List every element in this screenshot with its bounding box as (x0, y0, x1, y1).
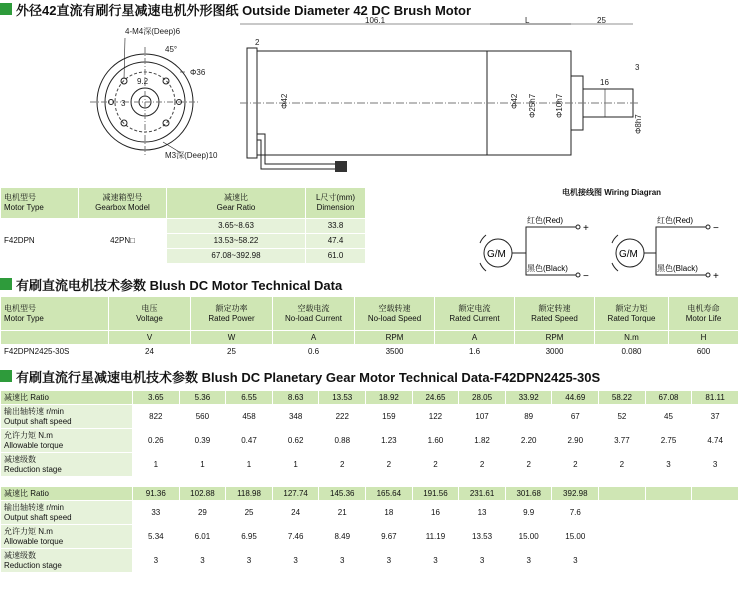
gear-cell: 1 (133, 453, 180, 477)
d8-label: Φ8h7 (634, 114, 643, 134)
gear-cell: 3 (272, 549, 319, 573)
gear-cell: 0.88 (319, 429, 366, 453)
gear-cell: 0.62 (272, 429, 319, 453)
gear-cell: 44.69 (552, 391, 599, 405)
gear-row-2-2 (1, 525, 738, 549)
green-square-icon (0, 278, 12, 290)
d3-label: 3 (121, 99, 126, 108)
gear-cell: 67 (552, 405, 599, 429)
gear-label: 允许力矩 N.m Allowable torque (1, 525, 133, 549)
gear-cell: 6.01 (179, 525, 226, 549)
gear-cell: 13 (459, 501, 506, 525)
gear-cell: 2 (366, 453, 413, 477)
gear-cell: 2 (459, 453, 506, 477)
d10-label: Φ10h7 (555, 93, 564, 118)
gear-cell: 28.05 (459, 391, 506, 405)
motor-value-8: 600 (669, 345, 738, 359)
gear-cell: 191.56 (412, 487, 459, 501)
m3-label: M3深(Deep)10 (165, 151, 218, 160)
title-gear-text: 有刷直流行星减速电机技术参数 Blush DC Planetary Gear Motor Technical Data-F42DPN2425-30S (16, 369, 601, 385)
wiring-diagram (470, 205, 738, 281)
d36-label: Φ36 (190, 68, 206, 77)
gear-label: 允许力矩 N.m Allowable torque (1, 429, 133, 453)
green-square-icon (0, 370, 12, 382)
title-motor-text: 有刷直流电机技术参数 Blush DC Motor Technical Data (16, 277, 343, 293)
len25-label: 25 (597, 16, 606, 25)
gear-cell (645, 501, 692, 525)
gear-row-2-0 (1, 487, 738, 501)
gear-cell: 0.39 (179, 429, 226, 453)
gear-tech-table (0, 390, 738, 573)
gear-cell: 2.75 (645, 429, 692, 453)
motor-header-0: 电机型号 Motor Type (1, 297, 109, 331)
wiring-title: 电机接线图 Wiring Diagran (562, 188, 662, 197)
gear-cell: 33 (133, 501, 180, 525)
motor-unit-6: RPM (515, 331, 595, 345)
dim-header-motor: 电机型号 Motor Type (1, 188, 79, 219)
gear-cell: 1 (226, 453, 273, 477)
motor-header-7: 额定力矩 Rated Torque (595, 297, 669, 331)
gear-label: 减速级数 Reduction stage (1, 549, 133, 573)
motor-header-4: 空载转速 No-load Speed (355, 297, 435, 331)
gear-cell: 2 (505, 453, 552, 477)
minus-2: − (713, 223, 719, 234)
motor-value-6: 3000 (515, 345, 595, 359)
gear-row-1-2 (1, 429, 738, 453)
gear-cell: 2 (599, 453, 646, 477)
gear-cell: 4.74 (692, 429, 738, 453)
d92-label: 9.2 (137, 77, 149, 86)
gear-cell: 3 (319, 549, 366, 573)
gear-cell: 15.00 (505, 525, 552, 549)
gear-cell (645, 525, 692, 549)
dim-header-ratio: 减速比 Gear Ratio (167, 188, 306, 219)
gear-row-1-3 (1, 453, 738, 477)
red-label-2: 红色(Red) (657, 216, 694, 225)
gear-cell: 822 (133, 405, 180, 429)
dimension-table (0, 187, 366, 264)
d42-label: Φ42 (280, 93, 289, 109)
plus-2: + (713, 271, 719, 281)
gear-cell (645, 549, 692, 573)
gear-cell: 2.20 (505, 429, 552, 453)
gear-cell: 0.47 (226, 429, 273, 453)
motor-unit-7: N.m (595, 331, 669, 345)
gear-cell: 8.49 (319, 525, 366, 549)
dim-len-1: 33.8 (306, 219, 366, 234)
gear-cell: 11.19 (412, 525, 459, 549)
gear-cell: 231.61 (459, 487, 506, 501)
gear-cell: 2.90 (552, 429, 599, 453)
gear-cell: 81.11 (692, 391, 738, 405)
gear-cell: 67.08 (645, 391, 692, 405)
gear-label: 减速级数 Reduction stage (1, 453, 133, 477)
gear-cell: 8.63 (272, 391, 319, 405)
motor-unit-0 (1, 331, 109, 345)
motor-header-8: 电机寿命 Motor Life (669, 297, 738, 331)
gear-cell: 159 (366, 405, 413, 429)
gear-cell (692, 549, 738, 573)
gear-cell: 1.60 (412, 429, 459, 453)
gear-cell: 24.65 (412, 391, 459, 405)
motor-unit-1: V (109, 331, 191, 345)
gear-row-1-0 (1, 391, 738, 405)
gear-cell: 91.36 (133, 487, 180, 501)
plus-1: + (583, 223, 589, 234)
dim-len-2: 47.4 (306, 234, 366, 249)
gear-row-2-1 (1, 501, 738, 525)
motor-value-7: 0.080 (595, 345, 669, 359)
green-square-icon (0, 3, 12, 15)
wiring-motor-2 (612, 215, 719, 281)
gear-cell: 21 (319, 501, 366, 525)
gear-cell: 145.36 (319, 487, 366, 501)
gear-cell (599, 501, 646, 525)
motor-header-5: 额定电流 Rated Current (435, 297, 515, 331)
gear-cell: 458 (226, 405, 273, 429)
gear-cell: 7.46 (272, 525, 319, 549)
dim-header-gearbox: 减速箱型号 Gearbox Model (79, 188, 167, 219)
gear-label: 减速比 Ratio (1, 487, 133, 501)
gear-label: 输出轴转速 r/min Output shaft speed (1, 405, 133, 429)
gear-cell: 9.9 (505, 501, 552, 525)
dim-ratio-1: 3.65~8.63 (167, 219, 306, 234)
motor-tech-table (0, 296, 738, 359)
gear-cell: 29 (179, 501, 226, 525)
gear-cell: 15.00 (552, 525, 599, 549)
section-title-motor (0, 275, 738, 293)
gear-cell (599, 525, 646, 549)
gear-cell: 3 (552, 549, 599, 573)
black-label-2: 黑色(Black) (657, 264, 698, 273)
gear-cell: 1.82 (459, 429, 506, 453)
holes-label: 4-M4深(Deep)6 (125, 27, 181, 36)
gear-cell (645, 487, 692, 501)
gear-cell: 9.67 (366, 525, 413, 549)
gear-cell: 37 (692, 405, 738, 429)
gear-cell: 301.68 (505, 487, 552, 501)
gear-cell: 3 (179, 549, 226, 573)
len16-label: 16 (600, 78, 609, 87)
gear-cell: 3 (133, 549, 180, 573)
gear-cell: 2 (552, 453, 599, 477)
dim-gearbox: 42PN□ (79, 219, 167, 264)
gear-cell: 5.36 (179, 391, 226, 405)
gear-cell: 24 (272, 501, 319, 525)
gear-cell (692, 487, 738, 501)
gear-cell: 6.55 (226, 391, 273, 405)
dim-len-3: 61.0 (306, 249, 366, 264)
three-label: 3 (635, 63, 640, 72)
gear-row-2-3 (1, 549, 738, 573)
gear-label: 减速比 Ratio (1, 391, 133, 405)
gear-cell: 102.88 (179, 487, 226, 501)
gear-cell: 7.6 (552, 501, 599, 525)
gear-cell: 6.95 (226, 525, 273, 549)
motor-unit-4: RPM (355, 331, 435, 345)
side-view-drawing (225, 14, 650, 184)
motor-unit-2: W (191, 331, 273, 345)
gear-separator (1, 477, 738, 487)
gear-cell: 348 (272, 405, 319, 429)
motor-header-2: 额定功率 Rated Power (191, 297, 273, 331)
gear-cell (692, 525, 738, 549)
red-label-1: 红色(Red) (527, 216, 564, 225)
motor-value-2: 25 (191, 345, 273, 359)
gear-cell: 33.92 (505, 391, 552, 405)
gear-cell (599, 549, 646, 573)
gear-cell: 1 (272, 453, 319, 477)
motor-value-3: 0.6 (273, 345, 355, 359)
gear-cell: 89 (505, 405, 552, 429)
gear-cell: 5.34 (133, 525, 180, 549)
gear-cell: 165.64 (366, 487, 413, 501)
gear-cell: 118.98 (226, 487, 273, 501)
gear-cell: 3 (412, 549, 459, 573)
motor-value-1: 24 (109, 345, 191, 359)
motor-header-3: 空载电流 No-load Current (273, 297, 355, 331)
gear-cell: 3.77 (599, 429, 646, 453)
motor-value-5: 1.6 (435, 345, 515, 359)
L-label: L (525, 16, 530, 25)
minus-1: − (583, 271, 589, 281)
dim-motor-type: F42DPN (1, 219, 79, 264)
gear-cell: 25 (226, 501, 273, 525)
length-label: 106.1 (365, 16, 386, 25)
gear-cell: 18 (366, 501, 413, 525)
gear-cell (692, 501, 738, 525)
gear-cell: 122 (412, 405, 459, 429)
gear-cell: 1.23 (366, 429, 413, 453)
motor-unit-3: A (273, 331, 355, 345)
gear-cell: 16 (412, 501, 459, 525)
gear-cell: 3 (645, 453, 692, 477)
gear-cell: 2 (412, 453, 459, 477)
gear-row-1-1 (1, 405, 738, 429)
gear-cell: 2 (319, 453, 366, 477)
gear-cell: 45 (645, 405, 692, 429)
motor-unit-8: H (669, 331, 738, 345)
gear-cell: 13.53 (459, 525, 506, 549)
gear-cell: 107 (459, 405, 506, 429)
gear-cell: 52 (599, 405, 646, 429)
gear-cell: 127.74 (272, 487, 319, 501)
gear-cell: 18.92 (366, 391, 413, 405)
dim-ratio-3: 67.08~392.98 (167, 249, 306, 264)
section-title-gear (0, 367, 738, 385)
motor-header-1: 电压 Voltage (109, 297, 191, 331)
gear-cell: 392.98 (552, 487, 599, 501)
gm-label-1: G/M (487, 249, 506, 260)
gear-cell (599, 487, 646, 501)
two-label: 2 (255, 38, 260, 47)
motor-value-0: F42DPN2425-30S (1, 345, 109, 359)
gear-cell: 3 (505, 549, 552, 573)
gear-cell: 3.65 (133, 391, 180, 405)
gear-cell: 222 (319, 405, 366, 429)
gear-cell: 3 (692, 453, 738, 477)
gear-cell: 58.22 (599, 391, 646, 405)
gm-label-2: G/M (619, 249, 638, 260)
gear-label: 输出轴转速 r/min Output shaft speed (1, 501, 133, 525)
gear-cell: 1 (179, 453, 226, 477)
gear-cell: 560 (179, 405, 226, 429)
motor-unit-5: A (435, 331, 515, 345)
angle-label: 45° (165, 45, 178, 54)
gear-cell: 3 (226, 549, 273, 573)
motor-header-6: 额定转速 Rated Speed (515, 297, 595, 331)
wiring-motor-1 (480, 215, 589, 281)
d25-label: Φ25h7 (528, 93, 537, 118)
d42b-label: Φ42 (510, 93, 519, 109)
motor-value-4: 3500 (355, 345, 435, 359)
gear-cell: 3 (459, 549, 506, 573)
dim-header-dimension: L尺寸(mm) Dimension (306, 188, 366, 219)
black-label-1: 黑色(Black) (527, 264, 568, 273)
gear-cell: 0.26 (133, 429, 180, 453)
gear-cell: 13.53 (319, 391, 366, 405)
title-outline-text: 外径42直流有刷行星减速电机外形图纸 Outside Diameter 42 DC Brush Motor (16, 2, 472, 18)
dim-ratio-2: 13.53~58.22 (167, 234, 306, 249)
gear-cell: 3 (366, 549, 413, 573)
